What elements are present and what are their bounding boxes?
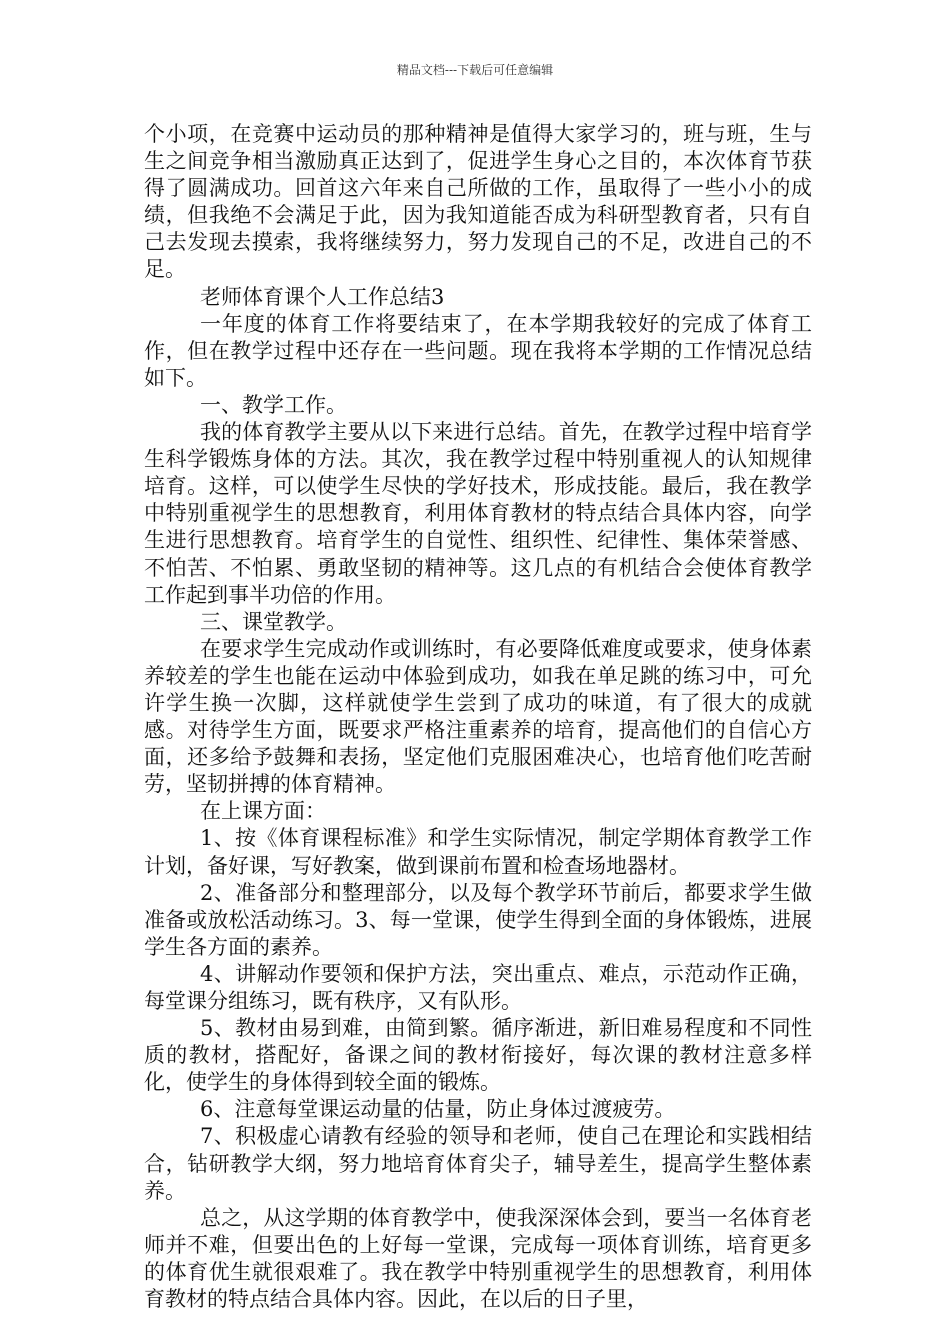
heading-class-aspects: 在上课方面：: [200, 799, 326, 824]
page-header: 精品文档---下载后可任意编辑: [396, 63, 554, 77]
paragraph-teaching-work: 我的体育教学主要从以下来进行总结。首先，在教学过程中培育学生科学锻炼身体的方法。其次，我在教学过程中特别重视人的认知规律培育。这样，可以使学生尽快的学好技术，形成技能。最后，我在教学中特别重视学生的思想教育，利用体育教材的特点结合具体内容，向学生进行思想教育。培育学生的自觉性、组织性、纪律性、集体荣誉感、不怕苦、不怕累、勇敢坚韧的精神等。这几点的有机结合会使体育教学工作起到事半功倍的作用。: [144, 420, 812, 607]
heading-classroom-teaching: 三、课堂教学。: [200, 609, 347, 634]
heading-teaching-work: 一、教学工作。: [200, 392, 347, 417]
paragraph-continuation: 个小项，在竞赛中运动员的那种精神是值得大家学习的，班与班，生与生之间竞争相当激励真正达到了，促进学生身心之目的，本次体育节获得了圆满成功。回首这六年来自己所做的工作，虽取得了一些小小的成绩，但我绝不会满足于此，因为我知道能否成为科研型教育者，只有自己去发现去摸索，我将继续努力，努力发现自己的不足，改进自己的不足。: [144, 122, 812, 282]
document-body: [144, 121, 812, 1313]
list-item-6: 6、注意每堂课运动量的估量，防止身体过渡疲劳。: [200, 1097, 676, 1122]
paragraph-classroom-teaching: 在要求学生完成动作或训练时，有必要降低难度或要求，使身体素养较差的学生也能在运动中体验到成功，如我在单足跳的练习中，可允许学生换一次脚，这样就使学生尝到了成功的味道，有了很大的成就感。对待学生方面，既要求严格注重素养的培育，提高他们的自信心方面，还多给予鼓舞和表扬，坚定他们克服困难决心，也培育他们吃苦耐劳，坚韧拼搏的体育精神。: [144, 636, 812, 797]
paragraph-intro: 一年度的体育工作将要结束了，在本学期我较好的完成了体育工作，但在教学过程中还存在一些问题。现在我将本学期的工作情况总结如下。: [144, 311, 812, 390]
list-item-2: 2、准备部分和整理部分，以及每个教学环节前后，都要求学生做准备或放松活动练习。3、每一堂课，使学生得到全面的身体锻炼，进展学生各方面的素养。: [144, 880, 812, 959]
list-item-7: 7、积极虚心请教有经验的领导和老师，使自己在理论和实践相结合，钻研教学大纲，努力地培育体育尖子，辅导差生，提高学生整体素养。: [144, 1124, 812, 1203]
list-item-5: 5、教材由易到难，由简到繁。循序渐进，新旧难易程度和不同性质的教材，搭配好，备课之间的教材衔接好，每次课的教材注意多样化，使学生的身体得到较全面的锻炼。: [144, 1016, 812, 1095]
list-item-1: 1、按《体育课程标准》和学生实际情况，制定学期体育教学工作计划，备好课，写好教案，做到课前布置和检查场地器材。: [144, 826, 812, 878]
list-item-4: 4、讲解动作要领和保护方法，突出重点、难点，示范动作正确，每堂课分组练习，既有秩序，又有队形。: [144, 961, 812, 1013]
paragraph-summary: 总之，从这学期的体育教学中，使我深深体会到，要当一名体育老师并不难，但要出色的上好每一堂课，完成每一项体育训练，培育更多的体育优生就很艰难了。我在教学中特别重视学生的思想教育，利用体育教材的特点结合具体内容。因此，在以后的日子里，: [144, 1205, 812, 1312]
section-title: 老师体育课个人工作总结3: [200, 284, 445, 309]
